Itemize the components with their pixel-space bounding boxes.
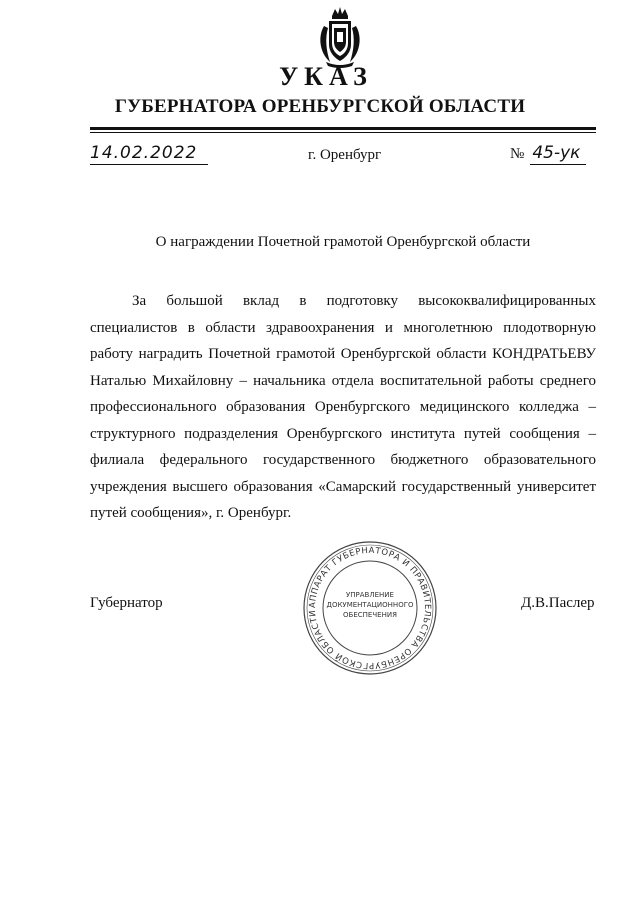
header-rule-thick bbox=[90, 127, 596, 130]
stamp-ring-text: АППАРАТ ГУБЕРНАТОРА И ПРАВИТЕЛЬСТВА ОРЕНБУРГСКОЙ ОБЛАСТИ bbox=[307, 545, 433, 671]
document-type-title: УКАЗ bbox=[279, 62, 373, 91]
coat-of-arms-icon bbox=[316, 6, 364, 68]
official-stamp bbox=[302, 540, 438, 676]
decree-body: За большой вклад в подготовку высококвалифицированных специалистов в области здравоохранения и многолетнюю плодотворную работу наградить Почетной грамотой Оренбургской области КОНДРАТЬЕВУ Наталью Михайловну – начальника отдела воспитательной работы среднего профессионального образования Оренбургского медицинского колледжа – структурного подразделения Оренбургского института путей сообщения – филиала федерального государственного бюджетного образовательного учреждения высшего образования «Самарский государственный университет путей сообщения», г. Оренбург. bbox=[90, 293, 596, 521]
decree-number: 45-ук bbox=[530, 143, 586, 165]
signatory-name: Д.В.Паслер bbox=[521, 595, 595, 611]
issuer-title: ГУБЕРНАТОРА ОРЕНБУРГСКОЙ ОБЛАСТИ bbox=[114, 96, 526, 117]
stamp-line-2: ДОКУМЕНТАЦИОННОГО bbox=[326, 601, 414, 609]
signatory-role: Губернатор bbox=[90, 595, 163, 611]
number-sign: № bbox=[510, 146, 525, 162]
stamp-line-3: ОБЕСПЕЧЕНИЯ bbox=[343, 611, 397, 619]
header-rule-thin bbox=[90, 132, 596, 133]
decree-subject: О награждении Почетной грамотой Оренбургской области bbox=[155, 234, 531, 250]
decree-date: 14.02.2022 bbox=[90, 143, 208, 165]
decree-city: г. Оренбург bbox=[308, 147, 382, 163]
decree-number-block bbox=[510, 143, 596, 165]
stamp-line-1: УПРАВЛЕНИЕ bbox=[346, 591, 394, 599]
